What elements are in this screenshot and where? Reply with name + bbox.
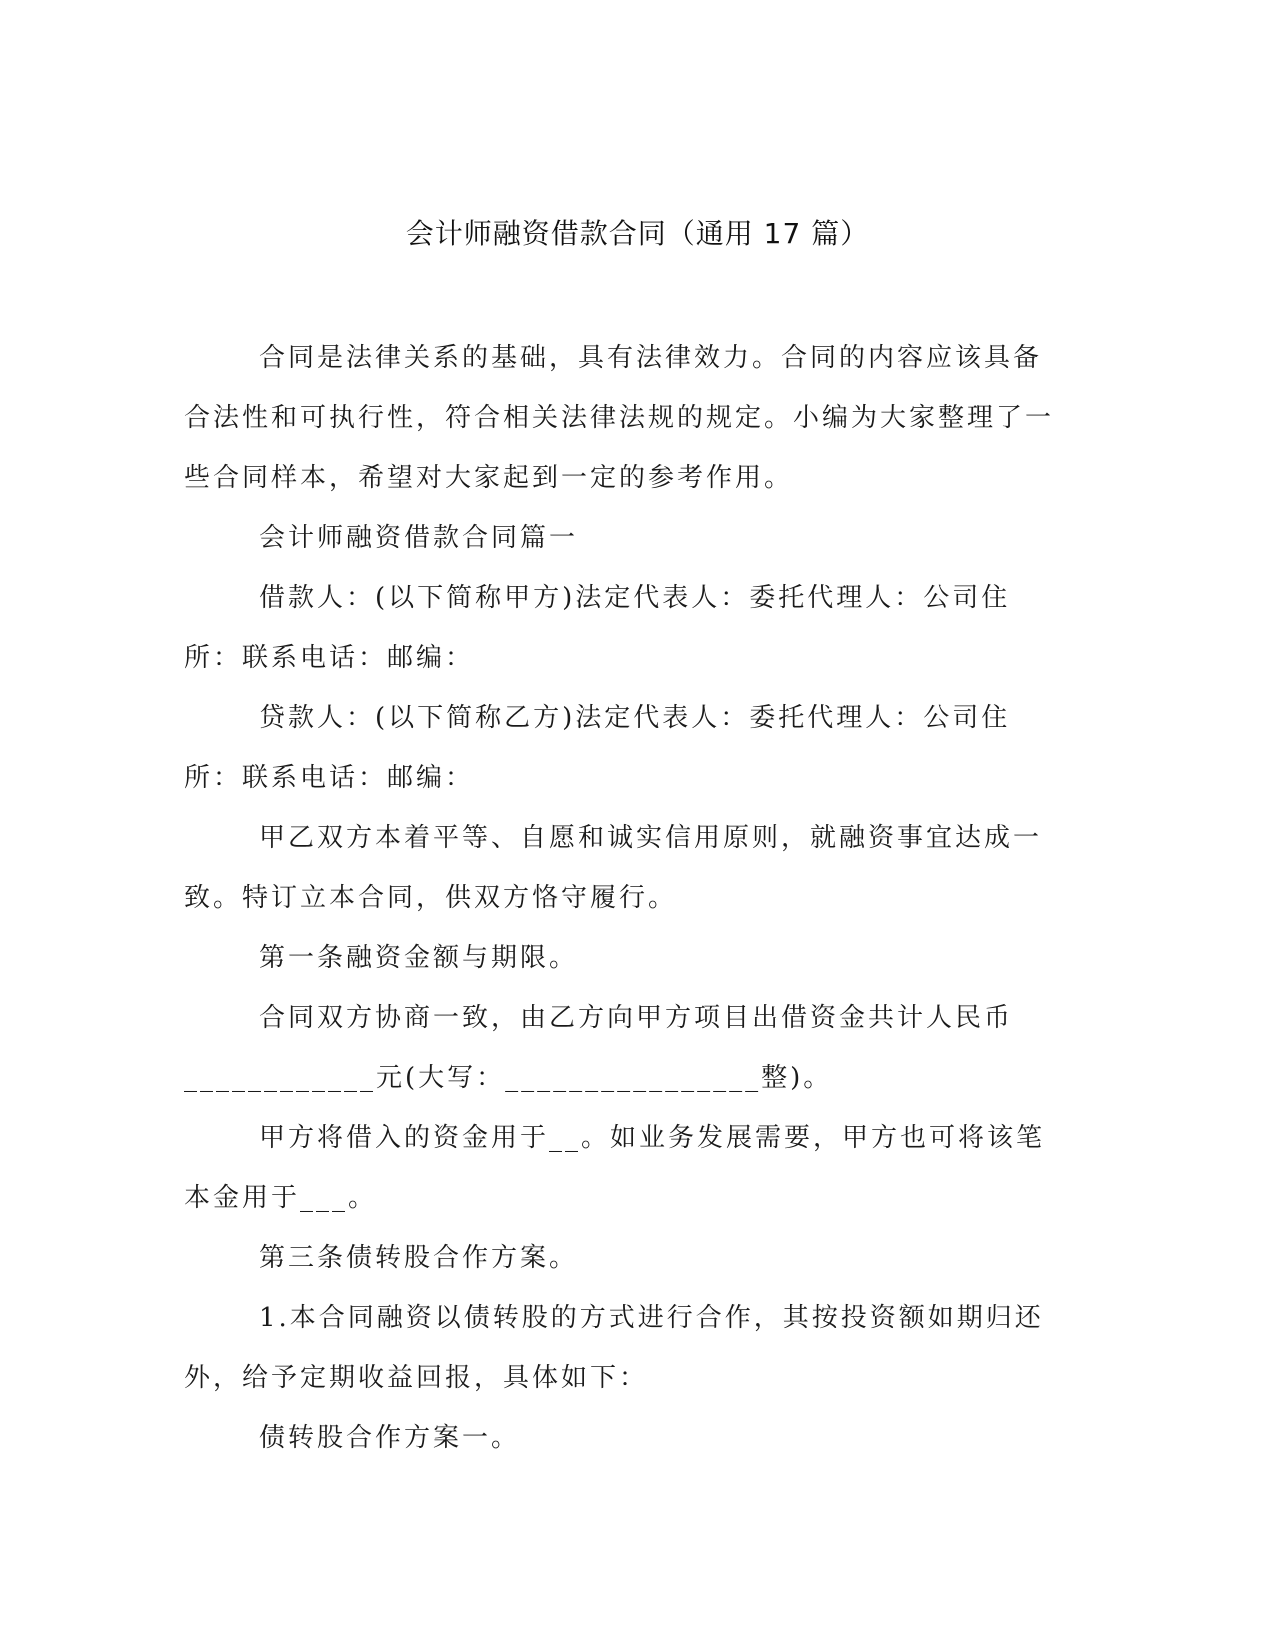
- intro-paragraph: 合同是法律关系的基础，具有法律效力。合同的内容应该具备合法性和可执行性，符合相关法律法规的规定。小编为大家整理了一些合同样本，希望对大家起到一定的参考作用。: [184, 343, 1055, 493]
- debt-equity-paragraph: 1.本合同融资以债转股的方式进行合作，其按投资额如期归还外，给予定期收益回报，具体如下：: [184, 1303, 1044, 1393]
- fund-use-paragraph: 甲方将借入的资金用于__。如业务发展需要，甲方也可将该笔本金用于___。: [184, 1123, 1046, 1213]
- lender-paragraph: 贷款人：(以下简称乙方)法定代表人：委托代理人：公司住所：联系电话：邮编：: [184, 703, 1011, 793]
- document-body: [184, 328, 1064, 1468]
- loan-amount-paragraph: 合同双方协商一致，由乙方向甲方项目出借资金共计人民币____________元(大写：________________整)。: [184, 1003, 1014, 1093]
- section-heading: 会计师融资借款合同篇一: [259, 523, 579, 553]
- borrower-paragraph: 借款人：(以下简称甲方)法定代表人：委托代理人：公司住所：联系电话：邮编：: [184, 583, 1011, 673]
- article-one-heading: 第一条融资金额与期限。: [259, 943, 579, 973]
- principle-paragraph: 甲乙双方本着平等、自愿和诚实信用原则，就融资事宜达成一致。特订立本合同，供双方恪守履行。: [184, 823, 1043, 913]
- document-title: 会计师融资借款合同（通用 17 篇）: [405, 217, 870, 250]
- plan-one-heading: 债转股合作方案一。: [259, 1423, 521, 1453]
- article-three-heading: 第三条债转股合作方案。: [259, 1243, 579, 1273]
